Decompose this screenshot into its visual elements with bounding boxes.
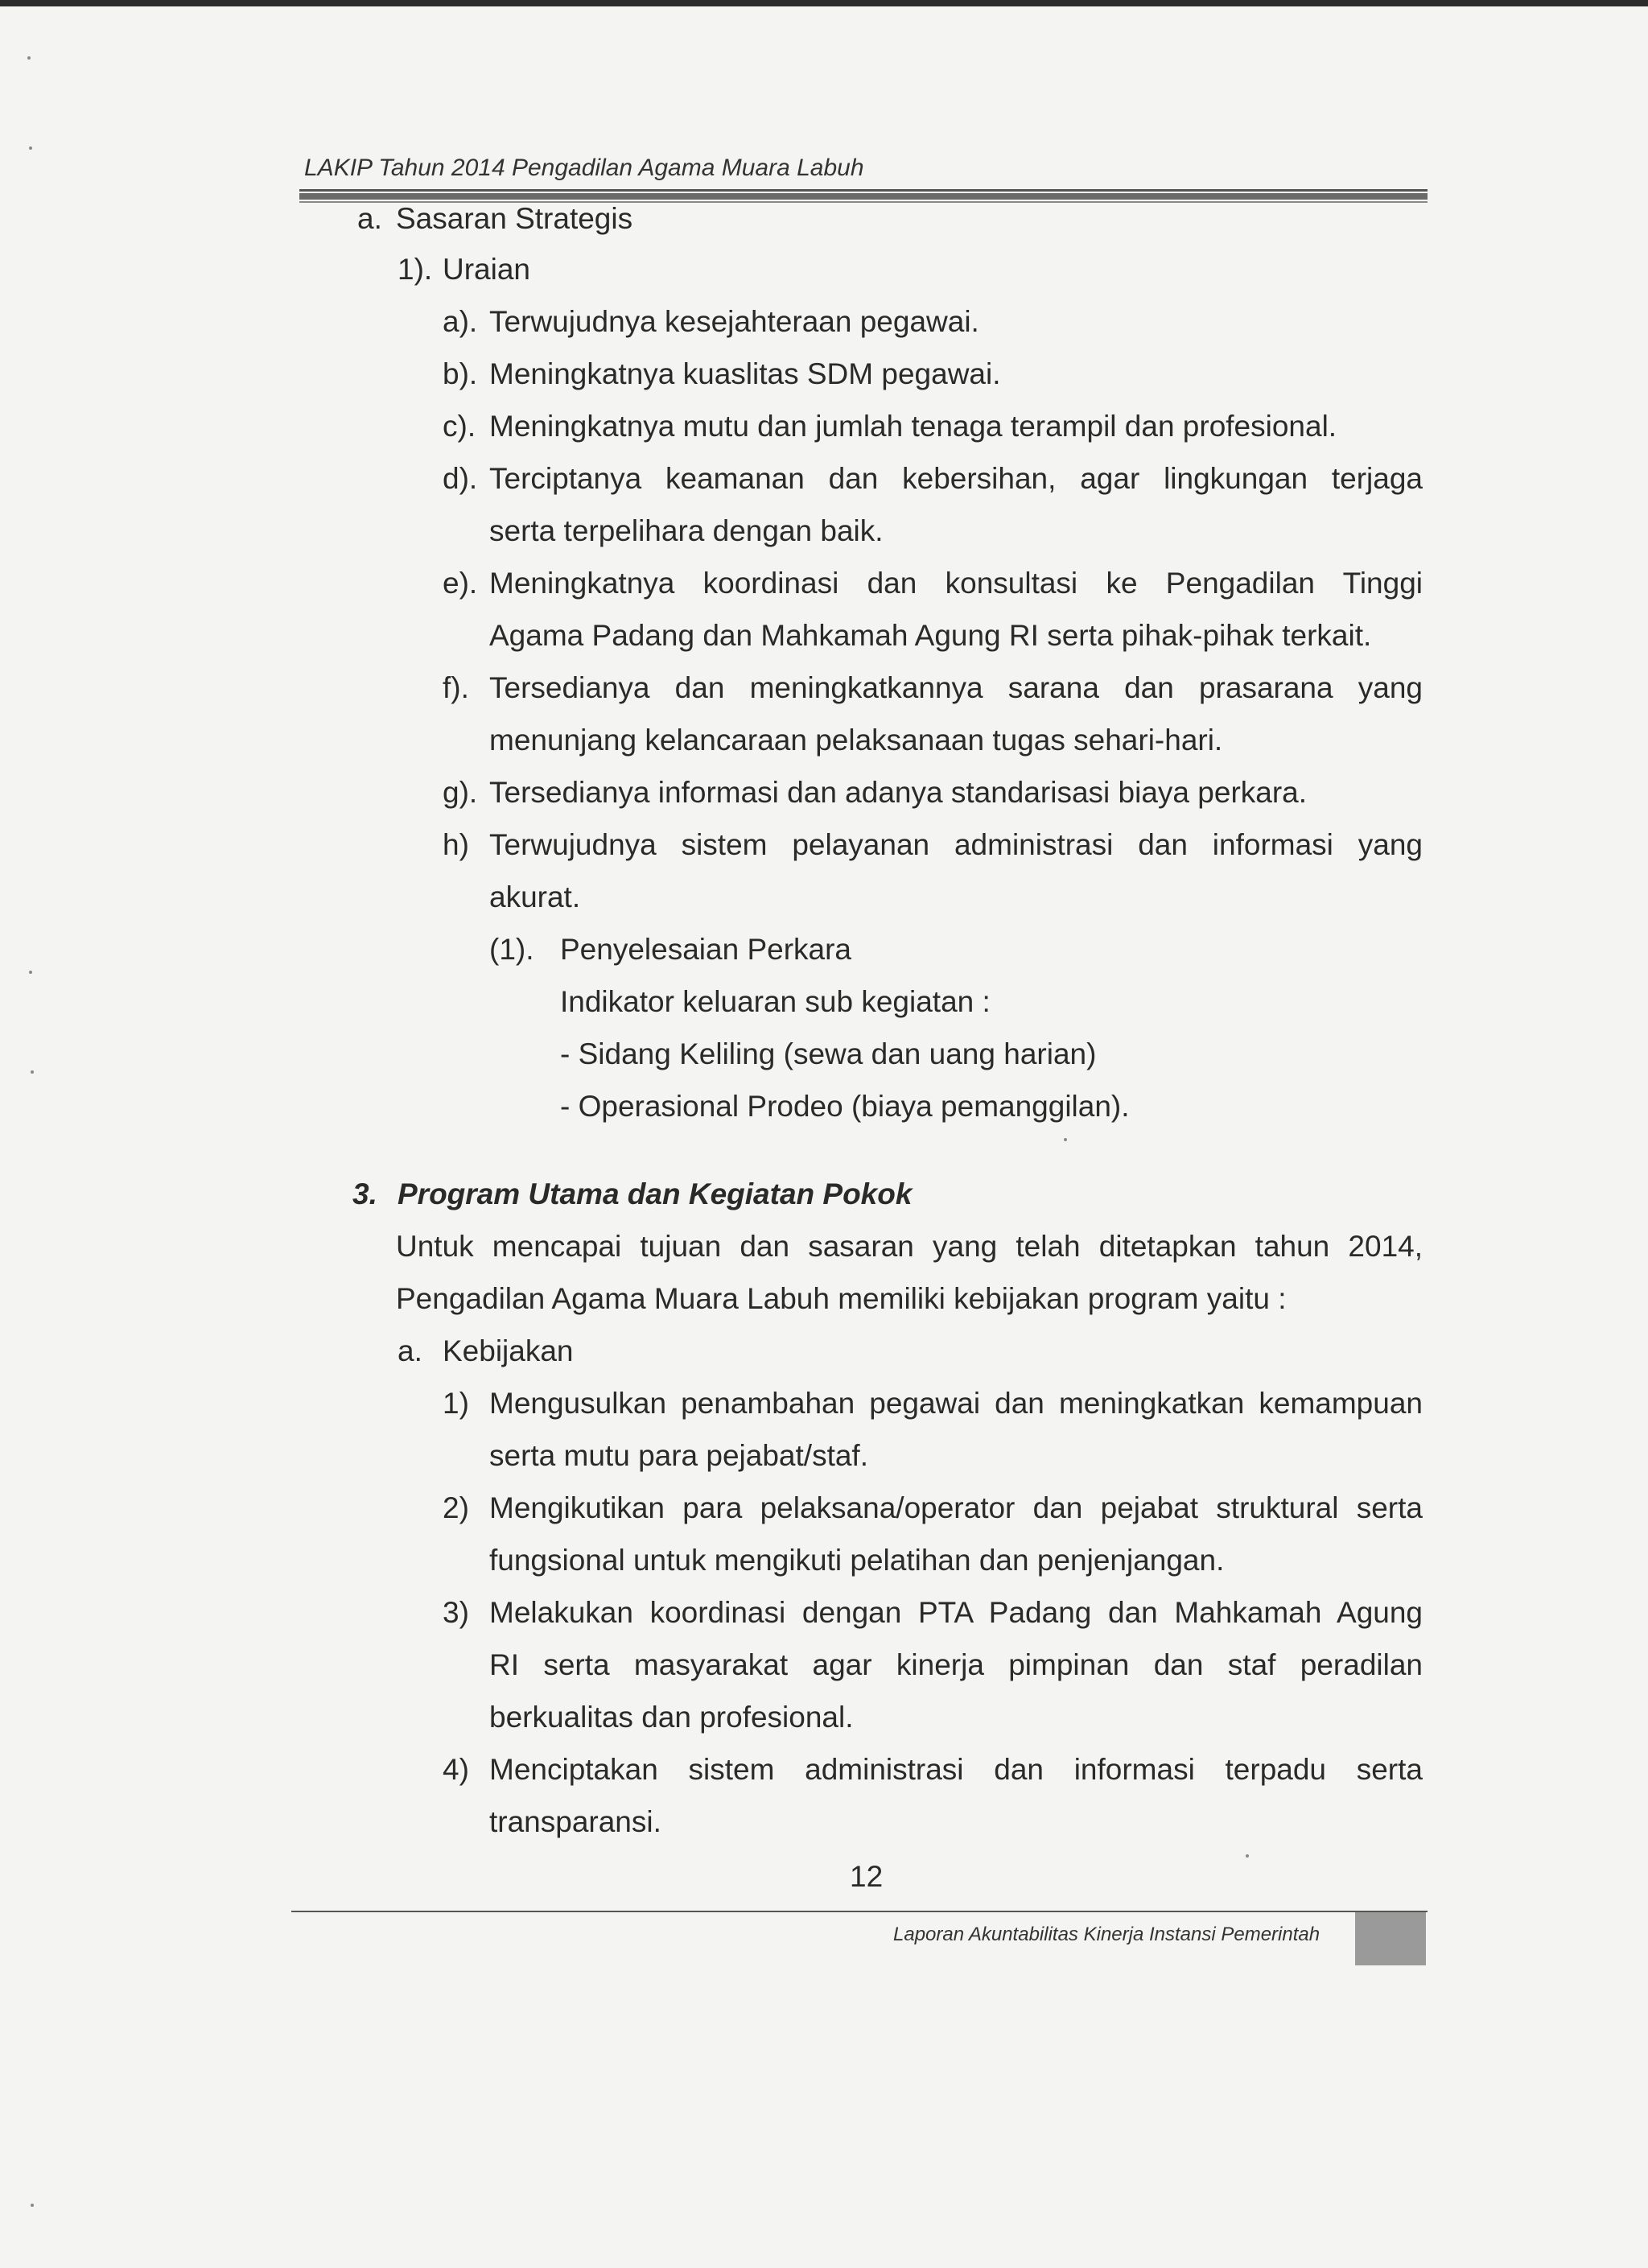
list-item-text: akurat. — [489, 880, 581, 913]
policy-item-text: transparansi. — [489, 1805, 661, 1838]
scan-speck — [29, 971, 32, 974]
section-a-label: a. — [357, 202, 382, 235]
policy-item-text: RI serta masyarakat agar kinerja pimpinan dan staf peradilan — [489, 1648, 1423, 1681]
policy-item-text: Mengusulkan penambahan pegawai dan meningkatkan kemampuan — [489, 1387, 1423, 1420]
intro-paragraph: Pengadilan Agama Muara Labuh memiliki kebijakan program yaitu : — [396, 1282, 1287, 1315]
policy-item-text: fungsional untuk mengikuti pelatihan dan penjenjangan. — [489, 1544, 1225, 1577]
list-item-text: Terwujudnya sistem pelayanan administrasi dan informasi yang — [489, 828, 1423, 861]
list-item-text: Terciptanya keamanan dan kebersihan, agar lingkungan terjaga — [489, 462, 1423, 495]
scan-speck — [1064, 1138, 1067, 1141]
list-item-text: Meningkatnya mutu dan jumlah tenaga terampil dan profesional. — [489, 410, 1337, 443]
section-a-title: Sasaran Strategis — [396, 202, 633, 235]
policy-item-text: Melakukan koordinasi dengan PTA Padang dan Mahkamah Agung — [489, 1596, 1423, 1629]
list-item-text: Agama Padang dan Mahkamah Agung RI serta pihak-pihak terkait. — [489, 619, 1372, 652]
list-item-label: d). — [443, 462, 478, 495]
scan-top-edge — [0, 0, 1648, 6]
list-item-text: Meningkatnya kuaslitas SDM pegawai. — [489, 357, 1001, 390]
list-item-label: e). — [443, 567, 478, 600]
list-item-text: Meningkatnya koordinasi dan konsultasi ke Pengadilan Tinggi — [489, 567, 1423, 600]
sub-item-label: (1). — [489, 933, 534, 966]
intro-paragraph: Untuk mencapai tujuan dan sasaran yang telah ditetapkan tahun 2014, — [396, 1230, 1423, 1263]
header-rule — [299, 189, 1428, 192]
policy-item-text: berkualitas dan profesional. — [489, 1701, 854, 1734]
scan-speck — [1246, 1854, 1249, 1858]
list-item-label: h) — [443, 828, 469, 861]
list-item-text: serta terpelihara dengan baik. — [489, 514, 884, 547]
page-number: 12 — [850, 1860, 884, 1893]
list-item-label: b). — [443, 357, 478, 390]
list-item-label: c). — [443, 410, 476, 443]
sub1-label: 1). — [398, 253, 433, 286]
policy-item-text: serta mutu para pejabat/staf. — [489, 1439, 868, 1472]
footer-title: Laporan Akuntabilitas Kinerja Instansi Pemerintah — [893, 1924, 1320, 1945]
bullet-item: - Sidang Keliling (sewa dan uang harian) — [560, 1037, 1097, 1070]
bullet-item: - Operasional Prodeo (biaya pemanggilan). — [560, 1090, 1130, 1123]
scan-speck — [31, 2204, 34, 2207]
footer-rule — [291, 1911, 1428, 1912]
section-3-title: Program Utama dan Kegiatan Pokok — [398, 1177, 913, 1210]
policy-item-label: 4) — [443, 1753, 469, 1786]
sub-a-label: a. — [398, 1334, 422, 1367]
scan-speck — [27, 56, 31, 60]
scan-speck — [31, 1070, 34, 1074]
policy-item-label: 3) — [443, 1596, 469, 1629]
policy-item-label: 2) — [443, 1491, 469, 1524]
list-item-text: menunjang kelancaraan pelaksanaan tugas sehari-hari. — [489, 724, 1223, 757]
footer-gray-block — [1355, 1912, 1426, 1965]
list-item-text: Tersedianya informasi dan adanya standarisasi biaya perkara. — [489, 776, 1308, 809]
policy-item-text: Mengikutikan para pelaksana/operator dan pejabat struktural serta — [489, 1491, 1423, 1524]
section-3-number: 3. — [352, 1177, 377, 1210]
list-item-text: Terwujudnya kesejahteraan pegawai. — [489, 305, 979, 338]
scan-speck — [29, 146, 32, 150]
sub1-title: Uraian — [443, 253, 530, 286]
list-item-label: f). — [443, 671, 469, 704]
policy-item-text: Menciptakan sistem administrasi dan informasi terpadu serta — [489, 1753, 1423, 1786]
list-item-label: a). — [443, 305, 478, 338]
list-item-text: Tersedianya dan meningkatkannya sarana dan prasarana yang — [489, 671, 1423, 704]
sub-item-title: Penyelesaian Perkara — [560, 933, 851, 966]
header-rule — [299, 193, 1428, 200]
running-header: LAKIP Tahun 2014 Pengadilan Agama Muara Labuh — [304, 155, 864, 181]
section-3-heading — [352, 1177, 912, 1212]
policy-item-label: 1) — [443, 1387, 469, 1420]
indicator-title: Indikator keluaran sub kegiatan : — [560, 985, 991, 1018]
sub-a-title: Kebijakan — [443, 1334, 574, 1367]
list-item-label: g). — [443, 776, 478, 809]
